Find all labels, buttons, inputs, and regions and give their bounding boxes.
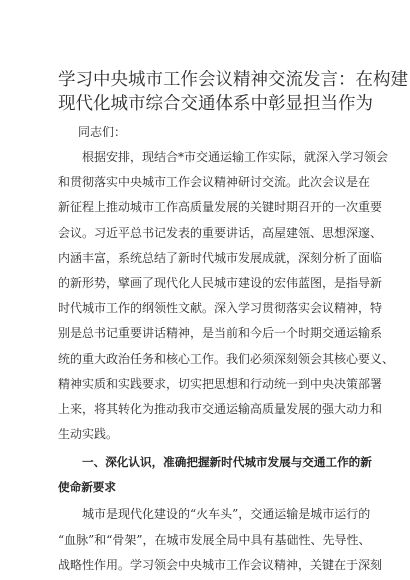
- text-line: 城市是现代化建设的“火车头”，交通运输是城市运行的: [82, 507, 371, 522]
- text-line: 时代城市工作的纲领性文献。深入学习贯彻落实会议精神，特: [58, 301, 383, 316]
- text-line: “血脉”和“骨架”，在城市发展全局中具有基础性、先导性、: [58, 532, 371, 547]
- body-paragraph-1: [58, 145, 395, 447]
- text-line: 统的重大政治任务和核心工作。我们必须深刻领会其核心要义、: [58, 351, 395, 366]
- title-line: 学习中央城市工作会议精神交流发言：在构建: [58, 70, 408, 90]
- document-title: [58, 68, 408, 116]
- heading-line: 使命新要求: [58, 480, 116, 495]
- section-heading-1: [58, 450, 372, 500]
- salutation: 同志们：: [78, 125, 127, 139]
- text-line: 和贯彻落实中央城市工作会议精神研讨交流。此次会议是在: [58, 175, 371, 190]
- title-line: 现代化城市综合交通体系中彰显担当作为: [58, 94, 373, 114]
- text-line: 的新形势，擘画了现代化人民城市建设的宏伟蓝图，是指导新: [58, 276, 383, 291]
- body-paragraph-2: [58, 502, 383, 578]
- text-line: 会议。习近平总书记发表的重要讲话，高屋建瓴、思想深邃、: [58, 225, 383, 240]
- text-line: 生动实践。: [58, 427, 119, 442]
- text-line: 新征程上推动城市工作高质量发展的关键时期召开的一次重要: [58, 200, 383, 215]
- text-line: 精神实质和实践要求，切实把思想和行动统一到中央决策部署: [58, 376, 383, 391]
- text-line: 内涵丰富，系统总结了新时代城市发展成就，深刻分析了面临: [58, 250, 383, 265]
- text-line: 战略性作用。学习领会中央城市工作会议精神，关键在于深刻: [58, 557, 383, 572]
- heading-line: 一、深化认识，准确把握新时代城市发展与交通工作的新: [82, 455, 372, 470]
- text-line: 上来，将其转化为推动我市交通运输高质量发展的强大动力和: [58, 402, 383, 417]
- text-line: 别是总书记重要讲话精神，是当前和今后一个时期交通运输系: [58, 326, 383, 341]
- text-line: 根据安排，现结合*市交通运输工作实际，就深入学习领会: [82, 150, 389, 164]
